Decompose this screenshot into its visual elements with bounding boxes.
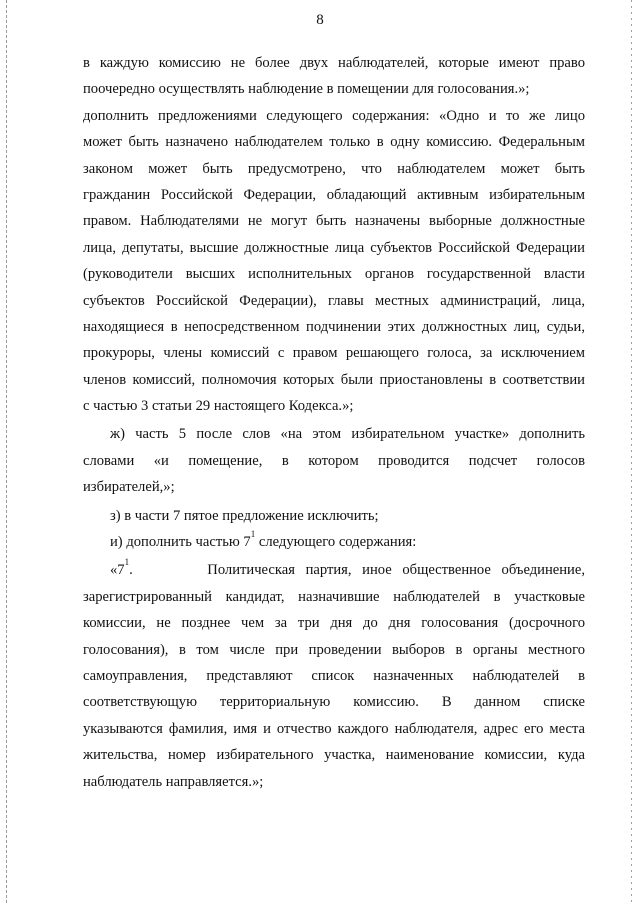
text-line: комиссии, не позднее чем за три дня до дня голосования (досрочного: [83, 615, 585, 632]
text-line: (руководители высших исполнительных органов государственной власти: [83, 266, 585, 283]
text-line: самоуправления, представляют список назначенных наблюдателей в: [83, 667, 585, 684]
text-line: находящиеся в непосредственном подчинении этих должностных лиц, судьи,: [83, 318, 585, 335]
text-line: в каждую комиссию не более двух наблюдателей, которые имеют право: [83, 55, 585, 71]
text-line: соответствующую территориальную комиссию. В данном списке: [83, 694, 585, 711]
document-body: [83, 50, 585, 795]
text-line: с частью 3 статьи 29 настоящего Кодекса.»;: [83, 398, 354, 415]
clause-i-text: и) дополнить частью 7: [110, 534, 251, 551]
scan-edge-right: [631, 0, 632, 905]
text-line: лица, депутаты, высшие должностные лица субъектов Российской Федерации: [83, 239, 585, 256]
text-line: ж) часть 5 после слов «на этом избирательном участке» дополнить: [110, 426, 585, 443]
text-line: субъектов Российской Федерации), главы местных администраций, лица,: [83, 292, 585, 309]
text-line: правом. Наблюдателями не могут быть назначены выборные должностные: [83, 213, 585, 230]
article-text: Политическая партия, иное общественное объединение,: [207, 562, 585, 579]
text-line-article-7-1: [83, 557, 585, 583]
page-number: 8: [316, 12, 324, 28]
superscript: 1: [124, 557, 130, 568]
text-line-clause-i: [83, 529, 585, 555]
scan-edge-left: [6, 0, 7, 905]
text-line: прокуроры, члены комиссий с правом решающего голоса, за исключением: [83, 345, 585, 362]
text-line: словами «и помещение, в котором проводится подсчет голосов: [83, 452, 585, 469]
text-line: членов комиссий, полномочия которых были приостановлены в соответствии: [83, 371, 585, 388]
text-line: гражданин Российской Федерации, обладающий активным избирательным: [83, 186, 585, 203]
text-line: избирателей,»;: [83, 479, 175, 496]
text-line: наблюдатель направляется.»;: [83, 773, 264, 790]
text-line: дополнить предложениями следующего содержания: «Одно и то же лицо: [83, 107, 585, 124]
text-line: зарегистрированный кандидат, назначившие наблюдателей в участковые: [83, 588, 585, 605]
superscript: 1: [250, 529, 256, 540]
text-line: может быть назначено наблюдателем только в одну комиссию. Федеральным: [83, 134, 585, 151]
text-line: поочередно осуществлять наблюдение в помещении для голосования.»;: [83, 81, 530, 98]
text-line: законом может быть предусмотрено, что наблюдателем может быть: [83, 160, 585, 177]
text-line: з) в части 7 пятое предложение исключить;: [110, 507, 379, 524]
clause-i-tail: следующего содержания:: [255, 534, 417, 551]
article-number: «$7^1$.: [110, 557, 133, 579]
text-line: указываются фамилия, имя и отчество каждого наблюдателя, адрес его места: [83, 720, 585, 737]
text-line: жительства, номер избирательного участка, наименование комиссии, куда: [83, 747, 585, 764]
text-line: голосования), в том числе при проведении выборов в органы местного: [83, 641, 585, 658]
